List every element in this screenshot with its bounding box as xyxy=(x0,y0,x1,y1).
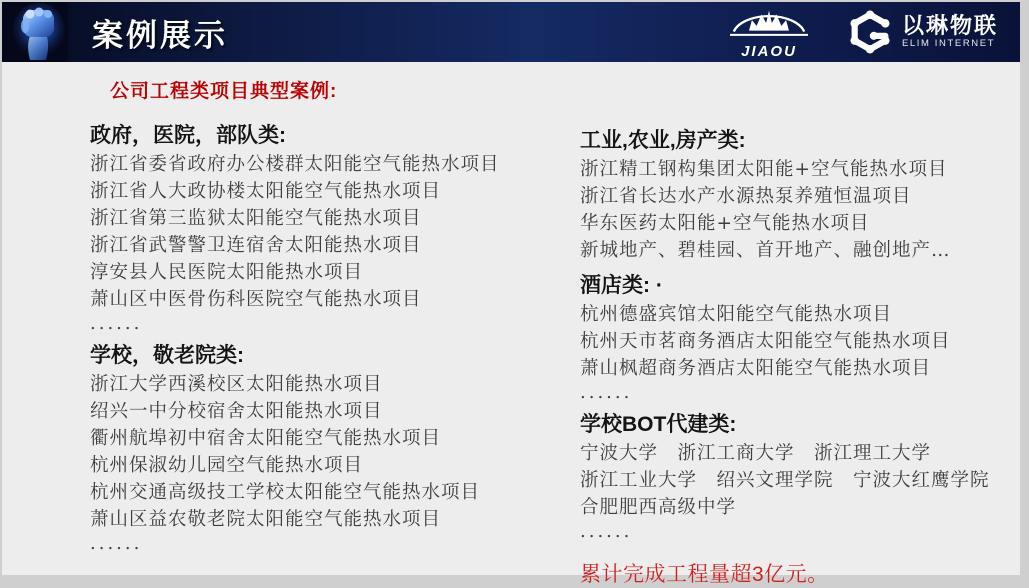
project-item: 浙江省第三监狱太阳能空气能热水项目 xyxy=(90,208,422,229)
section-school xyxy=(90,343,560,554)
project-item: 萧山区益农敬老院太阳能空气能热水项目 xyxy=(90,509,442,530)
project-item: 萧山区中医骨伤科医院空气能热水项目 xyxy=(90,289,422,310)
project-item: 淳安县人民医院太阳能热水项目 xyxy=(90,262,364,283)
left-column xyxy=(90,123,560,563)
crown-arc-icon xyxy=(725,4,813,42)
project-item: 新城地产、碧桂园、首开地产、融创地产… xyxy=(580,240,951,261)
fist-icon xyxy=(10,2,68,62)
project-item: 绍兴一中分校宿舍太阳能热水项目 xyxy=(90,401,383,422)
section-hotel xyxy=(580,273,1020,403)
section-heading: 工业,农业,房产类: xyxy=(580,129,746,152)
jiaou-logo xyxy=(725,4,813,60)
elim-logo-cn: 以琳物联 xyxy=(901,13,998,38)
section-heading: 政府，医院，部队类: xyxy=(90,124,286,147)
project-item: 华东医药太阳能+空气能热水项目 xyxy=(580,213,870,234)
section-industry xyxy=(580,128,1020,264)
project-item: 浙江省武警警卫连宿舍太阳能热水项目 xyxy=(90,235,422,256)
section-heading: 学校，敬老院类: xyxy=(90,344,244,367)
elim-logo-texts xyxy=(902,14,998,50)
right-column xyxy=(580,128,1020,588)
subtitle: 公司工程类项目典型案例: xyxy=(110,81,338,102)
ellipsis: ...... xyxy=(580,521,633,542)
section-heading: 学校BOT代建类: xyxy=(580,413,737,436)
project-item: 宁波大学 浙江工商大学 浙江理工大学 xyxy=(580,443,932,464)
section-heading: 酒店类: · xyxy=(580,274,663,297)
project-item: 杭州天市茗商务酒店太阳能空气能热水项目 xyxy=(580,331,951,352)
total-volume-note: 累计完成工程量超3亿元。 xyxy=(580,563,829,586)
project-item: 杭州交通高级技工学校太阳能空气能热水项目 xyxy=(90,482,481,503)
hexagon-g-icon xyxy=(847,9,893,55)
ellipsis: ...... xyxy=(90,533,143,554)
elim-logo-en: ELIM INTERNET xyxy=(901,38,996,49)
project-item: 浙江精工钢构集团太阳能+空气能热水项目 xyxy=(580,159,948,180)
project-item: 萧山枫超商务酒店太阳能空气能热水项目 xyxy=(580,358,932,379)
project-item: 浙江省委省政府办公楼群太阳能空气能热水项目 xyxy=(90,154,500,175)
section-bot xyxy=(580,412,1020,542)
jiaou-logo-text: JIAOU xyxy=(741,43,797,60)
page-title: 案例展示 xyxy=(92,17,228,53)
project-item: 衢州航埠初中宿舍太阳能空气能热水项目 xyxy=(90,428,442,449)
ellipsis: ...... xyxy=(580,382,633,403)
project-item: 浙江省长达水产水源热泵养殖恒温项目 xyxy=(580,186,912,207)
project-item: 杭州德盛宾馆太阳能空气能热水项目 xyxy=(580,304,893,325)
header-bar xyxy=(2,2,1020,62)
project-item: 合肥肥西高级中学 xyxy=(580,497,737,518)
project-item: 浙江省人大政协楼太阳能空气能热水项目 xyxy=(90,181,442,202)
project-item: 杭州保淑幼儿园空气能热水项目 xyxy=(90,455,364,476)
project-item: 浙江大学西溪校区太阳能热水项目 xyxy=(90,374,383,395)
slide xyxy=(2,2,1020,586)
project-item: 浙江工业大学 绍兴文理学院 宁波大红鹰学院 xyxy=(580,470,990,491)
fist-image xyxy=(10,2,68,62)
ellipsis: ...... xyxy=(90,313,143,334)
elim-logo xyxy=(847,9,998,55)
section-government xyxy=(90,123,560,334)
